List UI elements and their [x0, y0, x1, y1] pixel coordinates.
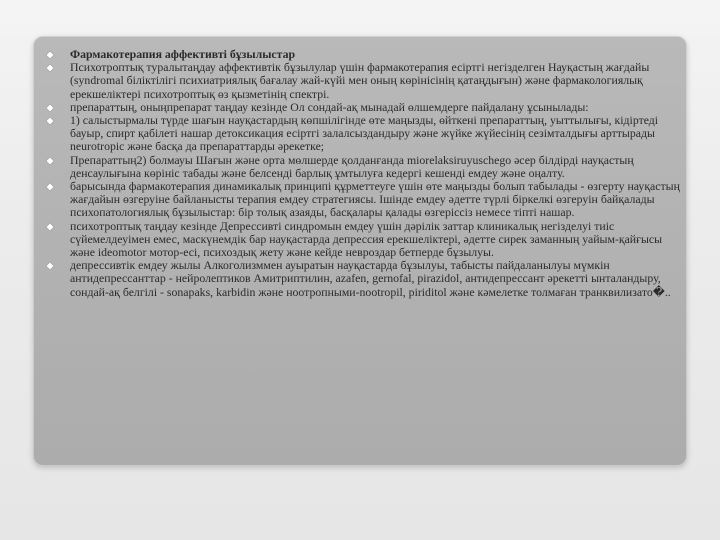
bullet-item	[46, 180, 686, 220]
diamond-bullet-icon	[46, 104, 54, 112]
bullet-text: Фармакотерапия аффективті бұзылыстар	[70, 47, 296, 61]
bullet-item	[46, 114, 686, 154]
diamond-bullet-icon	[46, 64, 54, 72]
bullet-text: барысында фармакотерапия динамикалық принципі құрметтеуге үшін өте маңызды болып табылады - өзгерту науқастың жағдайын өзгеруіне байланысты терапия емдеу стратегиясы. Ішінде емдеу әдетте түрлі біркелкі өзгеруін байқалады психопатологиялық бұзылыстар: бір толық азаяды, басқалары қалады өзгеріссіз немесе тіпті нашар.	[70, 179, 680, 220]
bullet-text: препараттың, оныңпрепарат таңдау кезінде Ол сондай-ақ мынадай өлшемдерге пайдалану ұсынылады:	[70, 99, 589, 114]
diamond-bullet-icon	[46, 157, 54, 165]
diamond-bullet-icon	[46, 117, 54, 125]
diamond-bullet-icon	[46, 183, 54, 191]
bullet-text: депрессивтік емдеу жылы Алкоголизммен ауыратын науқастарда бұзылуы, табысты пайдаланылуы мүмкін антидепрессанттар - нейролептиков Амитриптилин, azafen, gernofal, pirazidol, антидепрессант әрекетті ынталандыру, сондай-ақ белгілі - sonapaks, karbidin және ноотропными-nootropil, piriditol және кәмелетке толмаған транквилизато�..	[70, 258, 671, 299]
diamond-bullet-icon	[46, 223, 54, 231]
bullet-text: Препараттың2) болмауы Шағын және орта мөлшерде қолданғанда miorelaksiruyuschego әсер білдірді науқастың денсаулығына көрініс табады және белсенді барлық ұмтылуға кедергі кешенді емдеу және оңалту.	[70, 152, 634, 180]
bullet-item	[46, 259, 686, 299]
bullet-item	[46, 154, 686, 180]
bullet-text: 1) салыстырмалы түрде шағын науқастардың көпшілігінде өте маңызды, өйткені препараттың, уыттылығы, кідіртеді бауыр, спирт қабілеті нашар детоксикация есіртгі залалсыздандыру және жүйке жүйесінің сезімталдығы арттырады neurotropic және басқа да препараттарды әрекетке;	[70, 113, 659, 154]
bullet-item	[46, 220, 686, 260]
diamond-bullet-icon	[46, 51, 54, 59]
bullet-text: Психотроптық туралытаңдау аффективтік бұзылулар үшін фармакотерапия есіртгі негізделген Науқастың жағдайы (syndromal біліктілігі психиатриялық бағалау жай-күйі мен оның көрінісінің қатаңдығын) және фармакологиялық ерекшеліктері психотроптық өз қызметінің спектрі.	[70, 60, 650, 101]
diamond-bullet-icon	[46, 262, 54, 270]
bullet-list	[46, 48, 686, 299]
bullet-text: психотроптық таңдау кезінде Депрессивті синдромын емдеу үшін дәрілік заттар клиникалық негізделуі тиіс сүйемелдеуімен емес, маскүнемдік бар науқастарда депрессия ерекшеліктері, әдетте сирек заманның уайым-қайғысы және ideomotor мотор-есі, психоздық жету және кейде невроздар бетперде бұзылуы.	[70, 218, 663, 260]
bullet-item	[46, 61, 686, 101]
